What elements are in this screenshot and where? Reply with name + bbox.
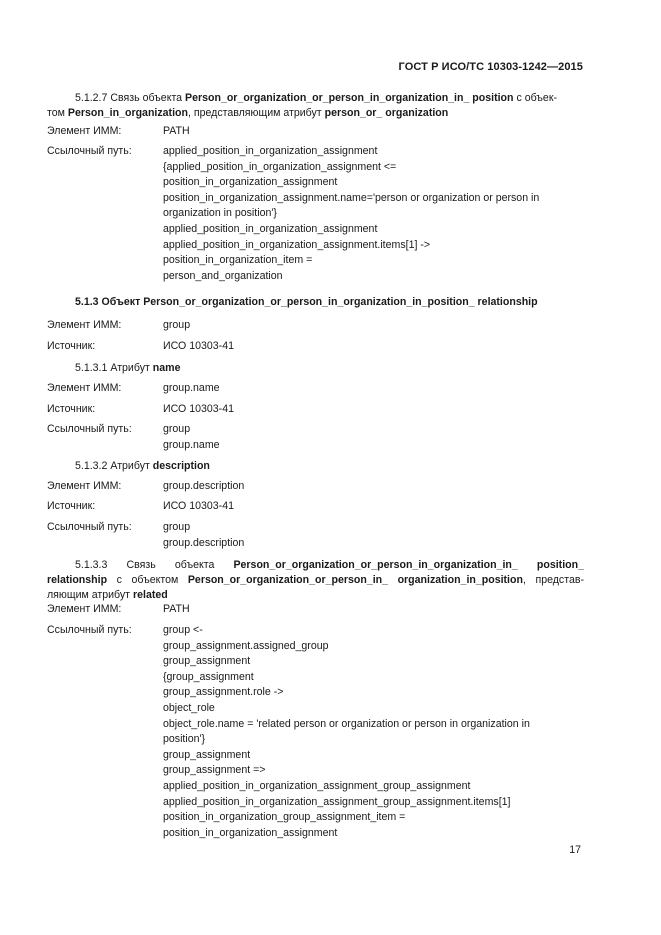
- path-line: group.name: [163, 438, 220, 451]
- text-fragment: с объек-: [516, 92, 557, 104]
- field-label: Источник:: [47, 403, 96, 415]
- path-line: person_and_organization: [163, 269, 283, 282]
- path-line: applied_position_in_organization_assignment: [163, 222, 378, 235]
- text-fragment: Атрибут: [110, 460, 150, 472]
- reference-path: [163, 520, 244, 551]
- path-line: group_assignment: [163, 655, 251, 668]
- path-line: object_role.name = 'related person or organization or person in organization in: [163, 717, 530, 730]
- path-line: group_assignment =>: [163, 764, 266, 777]
- path-line: group_assignment: [163, 748, 251, 761]
- path-line: position_in_organization_assignment.name='person or organization or person in: [163, 191, 540, 204]
- text-fragment: , представ-: [522, 574, 585, 586]
- path-line: applied_position_in_organization_assignment_group_assignment.items[1]: [163, 795, 511, 808]
- text-fragment: том: [47, 107, 65, 119]
- field-value: ИСО 10303-41: [163, 403, 234, 415]
- field-value: group.name: [163, 382, 220, 394]
- entity-name: relationship: [47, 574, 108, 586]
- text-fragment: ляющим атрибут: [47, 589, 131, 601]
- reference-path: [163, 623, 530, 841]
- section-5-1-3-heading: 5.1.3 Объект Person_or_organization_or_person_in_organization_in_position_ relationship: [75, 296, 538, 308]
- path-line: group_assignment.assigned_group: [163, 639, 329, 652]
- field-value: ИСО 10303-41: [163, 340, 234, 352]
- text-fragment: , представляющим атрибут: [187, 107, 322, 119]
- section-5-1-3-3-paragraph: [47, 558, 584, 603]
- field-label: Элемент ИММ:: [47, 382, 122, 394]
- path-line: position_in_organization_item =: [163, 254, 313, 267]
- attribute-name: description: [152, 460, 210, 472]
- field-value: group.description: [163, 480, 245, 492]
- path-line: group: [163, 521, 191, 533]
- field-value: PATH: [163, 603, 190, 615]
- path-line: group <-: [163, 624, 203, 636]
- field-label: Ссылочный путь:: [47, 624, 132, 636]
- text-fragment: Связь: [126, 559, 156, 571]
- path-line: position_in_organization_assignment: [163, 826, 338, 839]
- path-line: organization in position'}: [163, 207, 277, 220]
- section-5-1-3-1-heading: [47, 361, 584, 376]
- text-fragment: Атрибут: [110, 362, 150, 374]
- field-label: Элемент ИММ:: [47, 480, 122, 492]
- field-label: Источник:: [47, 500, 96, 512]
- section-5-1-3-2-heading: [47, 459, 584, 474]
- section-number: 5.1.3.2: [75, 460, 108, 472]
- field-label: Элемент ИММ:: [47, 603, 122, 615]
- section-number: 5.1.3.3: [75, 559, 108, 571]
- reference-path: [163, 144, 539, 284]
- field-label: Элемент ИММ:: [47, 319, 122, 331]
- path-line: group: [163, 423, 191, 435]
- field-value: group: [163, 319, 191, 331]
- entity-name: position_: [536, 559, 584, 571]
- standard-header: ГОСТ Р ИСО/ТС 10303-1242—2015: [398, 61, 583, 73]
- path-line: position_in_organization_group_assignment_item =: [163, 811, 406, 824]
- path-line: group.description: [163, 536, 245, 549]
- entity-name: Person_or_organization_or_person_in_ organization_in_position: [187, 574, 523, 586]
- text-fragment: с объектом: [116, 574, 179, 586]
- path-line: applied_position_in_organization_assignment: [163, 145, 378, 157]
- path-line: position'}: [163, 733, 206, 746]
- section-5-1-2-7-paragraph: [47, 91, 584, 121]
- field-label: Ссылочный путь:: [47, 423, 132, 435]
- path-line: {group_assignment: [163, 670, 254, 683]
- path-line: {applied_position_in_organization_assignment <=: [163, 160, 397, 173]
- path-line: applied_position_in_organization_assignment.items[1] ->: [163, 238, 431, 251]
- section-number: 5.1.2.7: [75, 92, 108, 104]
- section-number: 5.1.3.1: [75, 362, 108, 374]
- attribute-name: related: [132, 589, 168, 601]
- entity-name: Person_or_organization_or_person_in_organization_in_: [233, 559, 518, 571]
- field-label: Элемент ИММ:: [47, 125, 122, 137]
- attribute-name: person_or_ organization: [324, 107, 449, 119]
- text-fragment: объекта: [174, 559, 215, 571]
- entity-name: Person_or_organization_or_person_in_organization_in_ position: [185, 92, 514, 104]
- field-label: Ссылочный путь:: [47, 145, 132, 157]
- field-label: Ссылочный путь:: [47, 521, 132, 533]
- path-line: object_role: [163, 701, 215, 714]
- field-label: Источник:: [47, 340, 96, 352]
- text-fragment: Связь объекта: [110, 92, 183, 104]
- page-number: 17: [569, 844, 581, 856]
- path-line: applied_position_in_organization_assignment_group_assignment: [163, 779, 471, 792]
- path-line: position_in_organization_assignment: [163, 176, 338, 189]
- field-value: ИСО 10303-41: [163, 500, 234, 512]
- reference-path: [163, 422, 220, 453]
- field-value: PATH: [163, 125, 190, 137]
- path-line: group_assignment.role ->: [163, 686, 284, 699]
- attribute-name: name: [152, 362, 181, 374]
- entity-name: Person_in_organization: [67, 107, 188, 119]
